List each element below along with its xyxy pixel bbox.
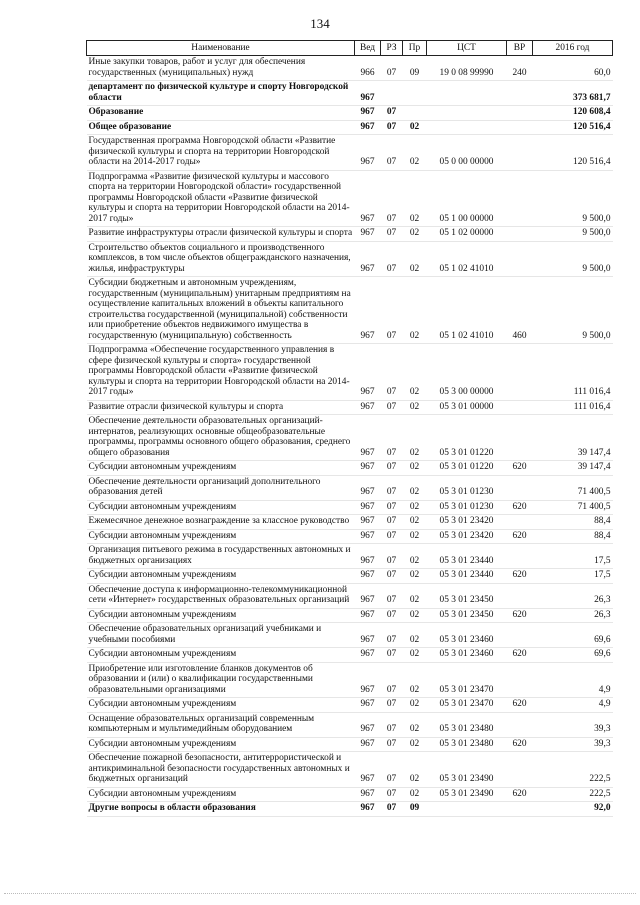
row-name: Субсидии автономным учреждениям xyxy=(87,569,355,584)
row-vr xyxy=(507,475,533,500)
header-cst: ЦСТ xyxy=(427,41,507,56)
row-pr: 02 xyxy=(403,752,427,788)
row-ved: 967 xyxy=(355,227,381,242)
row-name: Субсидии автономным учреждениям xyxy=(87,529,355,544)
row-pr: 02 xyxy=(403,569,427,584)
row-amount: 111 016,4 xyxy=(533,400,613,415)
row-vr xyxy=(507,344,533,401)
row-cst: 05 3 01 23460 xyxy=(427,623,507,648)
row-rz: 07 xyxy=(381,56,403,81)
table-row xyxy=(87,737,613,752)
row-rz: 07 xyxy=(381,662,403,698)
table-row xyxy=(87,241,613,277)
row-ved: 967 xyxy=(355,648,381,663)
row-ved: 967 xyxy=(355,170,381,227)
row-name: Обеспечение пожарной безопасности, антитеррористической и антикриминальной безопасности государственных автономных и бюджетных организаций xyxy=(87,752,355,788)
table-row xyxy=(87,608,613,623)
row-name: Субсидии автономным учреждениям xyxy=(87,698,355,713)
row-amount: 9 500,0 xyxy=(533,277,613,344)
row-pr: 02 xyxy=(403,737,427,752)
row-vr xyxy=(507,400,533,415)
row-ved: 967 xyxy=(355,662,381,698)
row-pr: 02 xyxy=(403,241,427,277)
row-rz: 07 xyxy=(381,227,403,242)
row-ved: 967 xyxy=(355,802,381,817)
row-pr: 09 xyxy=(403,802,427,817)
row-name: Развитие инфраструктуры отрасли физической культуры и спорта xyxy=(87,227,355,242)
row-vr xyxy=(507,712,533,737)
row-amount: 26,3 xyxy=(533,583,613,608)
row-name: Организация питьевого режима в государственных автономных и бюджетных организациях xyxy=(87,544,355,569)
row-name: Обеспечение деятельности организаций дополнительного образования детей xyxy=(87,475,355,500)
row-amount: 373 681,7 xyxy=(533,81,613,106)
header-ved: Вед xyxy=(355,41,381,56)
row-amount: 92,0 xyxy=(533,802,613,817)
row-rz: 07 xyxy=(381,802,403,817)
table-row xyxy=(87,120,613,135)
row-amount: 17,5 xyxy=(533,544,613,569)
table-row xyxy=(87,135,613,171)
table-row xyxy=(87,648,613,663)
row-amount: 9 500,0 xyxy=(533,241,613,277)
row-vr: 620 xyxy=(507,529,533,544)
row-amount: 39,3 xyxy=(533,737,613,752)
row-pr: 02 xyxy=(403,344,427,401)
row-name: Иные закупки товаров, работ и услуг для обеспечения государственных (муниципальных) нужд xyxy=(87,56,355,81)
row-cst: 05 3 01 00000 xyxy=(427,400,507,415)
row-cst: 05 3 01 23440 xyxy=(427,569,507,584)
row-rz: 07 xyxy=(381,120,403,135)
row-ved: 967 xyxy=(355,135,381,171)
row-amount: 69,6 xyxy=(533,623,613,648)
row-amount: 39 147,4 xyxy=(533,415,613,461)
row-name: Строительство объектов социального и производственного комплексов, в том числе объектов общегражданского назначения, жилья, инфраструктуры xyxy=(87,241,355,277)
row-pr: 02 xyxy=(403,415,427,461)
row-pr: 02 xyxy=(403,529,427,544)
row-cst xyxy=(427,106,507,121)
row-vr: 620 xyxy=(507,569,533,584)
row-pr: 02 xyxy=(403,787,427,802)
row-pr: 02 xyxy=(403,544,427,569)
row-pr: 02 xyxy=(403,120,427,135)
row-vr xyxy=(507,135,533,171)
table-row xyxy=(87,712,613,737)
row-ved: 967 xyxy=(355,241,381,277)
row-ved: 967 xyxy=(355,752,381,788)
row-ved: 967 xyxy=(355,81,381,106)
row-amount: 39 147,4 xyxy=(533,461,613,476)
table-row xyxy=(87,344,613,401)
row-name: Оснащение образовательных организаций современным компьютерным и мультимедийным оборудованием xyxy=(87,712,355,737)
row-pr: 02 xyxy=(403,648,427,663)
table-row xyxy=(87,277,613,344)
header-vr: ВР xyxy=(507,41,533,56)
row-rz: 07 xyxy=(381,569,403,584)
row-amount: 39,3 xyxy=(533,712,613,737)
row-cst: 05 3 01 23460 xyxy=(427,648,507,663)
row-ved: 967 xyxy=(355,500,381,515)
row-amount: 69,6 xyxy=(533,648,613,663)
row-ved: 967 xyxy=(355,623,381,648)
row-rz: 07 xyxy=(381,515,403,530)
row-amount: 120 516,4 xyxy=(533,120,613,135)
row-ved: 967 xyxy=(355,787,381,802)
row-pr: 02 xyxy=(403,515,427,530)
row-pr: 02 xyxy=(403,170,427,227)
row-rz: 07 xyxy=(381,648,403,663)
row-cst: 05 3 00 00000 xyxy=(427,344,507,401)
row-pr: 02 xyxy=(403,135,427,171)
row-vr xyxy=(507,81,533,106)
row-rz: 07 xyxy=(381,583,403,608)
row-rz: 07 xyxy=(381,461,403,476)
table-row xyxy=(87,500,613,515)
row-pr: 02 xyxy=(403,608,427,623)
row-vr xyxy=(507,544,533,569)
row-name: Субсидии автономным учреждениям xyxy=(87,500,355,515)
row-amount: 222,5 xyxy=(533,787,613,802)
row-name: Государственная программа Новгородской области «Развитие физической культуры и спорта на территории Новгородской области на 2014-2017 годы» xyxy=(87,135,355,171)
row-vr: 620 xyxy=(507,787,533,802)
row-name: Субсидии автономным учреждениям xyxy=(87,648,355,663)
row-pr xyxy=(403,81,427,106)
table-row xyxy=(87,56,613,81)
table-row xyxy=(87,802,613,817)
row-rz: 07 xyxy=(381,400,403,415)
row-amount: 4,9 xyxy=(533,698,613,713)
table-row xyxy=(87,529,613,544)
row-vr xyxy=(507,662,533,698)
row-amount: 60,0 xyxy=(533,56,613,81)
row-cst: 05 3 01 23480 xyxy=(427,737,507,752)
row-name: Обеспечение доступа к информационно-телекоммуникационной сети «Интернет» государственных образовательных организаций xyxy=(87,583,355,608)
row-amount: 71 400,5 xyxy=(533,475,613,500)
row-vr: 240 xyxy=(507,56,533,81)
row-cst: 05 1 02 00000 xyxy=(427,227,507,242)
row-vr: 620 xyxy=(507,461,533,476)
row-amount: 9 500,0 xyxy=(533,227,613,242)
table-body xyxy=(87,56,613,817)
row-name: Обеспечение образовательных организаций учебниками и учебными пособиями xyxy=(87,623,355,648)
row-ved: 967 xyxy=(355,120,381,135)
page-number: 134 xyxy=(310,16,330,31)
row-name: департамент по физической культуре и спорту Новгородской области xyxy=(87,81,355,106)
row-amount: 71 400,5 xyxy=(533,500,613,515)
row-cst: 05 3 01 01220 xyxy=(427,461,507,476)
header-pr: Пр xyxy=(403,41,427,56)
bottom-dotted-line xyxy=(4,893,636,894)
row-name: Субсидии автономным учреждениям xyxy=(87,737,355,752)
row-name: Другие вопросы в области образования xyxy=(87,802,355,817)
row-rz: 07 xyxy=(381,277,403,344)
row-name: Субсидии автономным учреждениям xyxy=(87,787,355,802)
row-cst: 05 3 01 23420 xyxy=(427,529,507,544)
row-name: Подпрограмма «Обеспечение государственного управления в сфере физической культуры и спорта» государственной программы Новгородской области «Развитие физической культуры и спорта на территории Новгородской области на 2014-2017 годы» xyxy=(87,344,355,401)
row-ved: 967 xyxy=(355,544,381,569)
row-name: Общее образование xyxy=(87,120,355,135)
row-name: Субсидии автономным учреждениям xyxy=(87,608,355,623)
row-pr: 09 xyxy=(403,56,427,81)
row-cst: 05 1 02 41010 xyxy=(427,241,507,277)
row-ved: 967 xyxy=(355,400,381,415)
row-amount: 120 608,4 xyxy=(533,106,613,121)
table-row xyxy=(87,170,613,227)
row-rz: 07 xyxy=(381,698,403,713)
row-vr xyxy=(507,120,533,135)
table-row xyxy=(87,569,613,584)
table-header xyxy=(87,41,613,56)
row-rz: 07 xyxy=(381,544,403,569)
row-cst: 05 3 01 23470 xyxy=(427,662,507,698)
row-amount: 88,4 xyxy=(533,529,613,544)
row-rz: 07 xyxy=(381,135,403,171)
row-cst: 05 0 00 00000 xyxy=(427,135,507,171)
row-pr xyxy=(403,106,427,121)
header-name: Наименование xyxy=(87,41,355,56)
row-cst: 05 3 01 23490 xyxy=(427,787,507,802)
table-row xyxy=(87,583,613,608)
row-vr: 620 xyxy=(507,648,533,663)
row-cst xyxy=(427,81,507,106)
row-name: Ежемесячное денежное вознаграждение за классное руководство xyxy=(87,515,355,530)
row-amount: 120 516,4 xyxy=(533,135,613,171)
row-name: Приобретение или изготовление бланков документов об образовании и (или) о квалификации государственными образовательными организациями xyxy=(87,662,355,698)
row-vr xyxy=(507,415,533,461)
row-name: Подпрограмма «Развитие физической культуры и массового спорта на территории Новгородской области» государственной программы Новгородской области «Развитие физической культуры и спорта на территории Новгородской области на 2014-2017 годы» xyxy=(87,170,355,227)
row-ved: 967 xyxy=(355,461,381,476)
row-vr xyxy=(507,227,533,242)
row-rz: 07 xyxy=(381,712,403,737)
row-pr: 02 xyxy=(403,400,427,415)
row-cst: 05 3 01 01230 xyxy=(427,475,507,500)
row-amount: 26,3 xyxy=(533,608,613,623)
row-cst xyxy=(427,802,507,817)
row-name: Субсидии бюджетным и автономным учреждениям, государственным (муниципальным) унитарным предприятиям на осуществление капитальных вложений в объекты капитального строительства государственной (муниципальной) собственности или приобретение объектов недвижимого имущества в государственную (муниципальную) собственность xyxy=(87,277,355,344)
row-cst: 19 0 08 99990 xyxy=(427,56,507,81)
table-row xyxy=(87,461,613,476)
row-cst: 05 3 01 23450 xyxy=(427,608,507,623)
row-ved: 967 xyxy=(355,475,381,500)
table-row xyxy=(87,81,613,106)
row-rz: 07 xyxy=(381,752,403,788)
table-row xyxy=(87,623,613,648)
row-vr xyxy=(507,623,533,648)
header-amount: 2016 год xyxy=(533,41,613,56)
row-cst: 05 3 01 23420 xyxy=(427,515,507,530)
row-vr xyxy=(507,802,533,817)
row-rz: 07 xyxy=(381,475,403,500)
row-ved: 967 xyxy=(355,583,381,608)
row-cst: 05 1 00 00000 xyxy=(427,170,507,227)
row-cst: 05 3 01 23440 xyxy=(427,544,507,569)
table-row xyxy=(87,400,613,415)
row-cst: 05 3 01 23480 xyxy=(427,712,507,737)
row-cst xyxy=(427,120,507,135)
row-ved: 966 xyxy=(355,56,381,81)
table-row xyxy=(87,515,613,530)
table-row xyxy=(87,698,613,713)
row-vr: 460 xyxy=(507,277,533,344)
row-vr: 620 xyxy=(507,698,533,713)
table-row xyxy=(87,662,613,698)
row-amount: 17,5 xyxy=(533,569,613,584)
table-row xyxy=(87,787,613,802)
row-vr: 620 xyxy=(507,500,533,515)
row-vr: 620 xyxy=(507,608,533,623)
row-vr xyxy=(507,241,533,277)
table-row xyxy=(87,227,613,242)
row-ved: 967 xyxy=(355,737,381,752)
row-ved: 967 xyxy=(355,515,381,530)
row-vr xyxy=(507,515,533,530)
row-amount: 88,4 xyxy=(533,515,613,530)
row-ved: 967 xyxy=(355,529,381,544)
row-cst: 05 3 01 23470 xyxy=(427,698,507,713)
row-rz: 07 xyxy=(381,241,403,277)
row-pr: 02 xyxy=(403,583,427,608)
table-row xyxy=(87,106,613,121)
row-ved: 967 xyxy=(355,106,381,121)
row-vr: 620 xyxy=(507,737,533,752)
row-ved: 967 xyxy=(355,569,381,584)
row-pr: 02 xyxy=(403,623,427,648)
row-rz: 07 xyxy=(381,623,403,648)
row-cst: 05 3 01 01220 xyxy=(427,415,507,461)
row-rz: 07 xyxy=(381,608,403,623)
row-vr xyxy=(507,106,533,121)
row-pr: 02 xyxy=(403,227,427,242)
row-rz: 07 xyxy=(381,737,403,752)
row-cst: 05 3 01 23490 xyxy=(427,752,507,788)
row-cst: 05 1 02 41010 xyxy=(427,277,507,344)
row-cst: 05 3 01 23450 xyxy=(427,583,507,608)
row-rz xyxy=(381,81,403,106)
row-ved: 967 xyxy=(355,415,381,461)
row-amount: 9 500,0 xyxy=(533,170,613,227)
row-ved: 967 xyxy=(355,277,381,344)
budget-table xyxy=(86,40,613,817)
row-vr xyxy=(507,752,533,788)
header-rz: РЗ xyxy=(381,41,403,56)
row-pr: 02 xyxy=(403,662,427,698)
row-amount: 111 016,4 xyxy=(533,344,613,401)
row-ved: 967 xyxy=(355,712,381,737)
row-pr: 02 xyxy=(403,712,427,737)
row-pr: 02 xyxy=(403,698,427,713)
row-ved: 967 xyxy=(355,344,381,401)
table-row xyxy=(87,544,613,569)
row-ved: 967 xyxy=(355,608,381,623)
table-row xyxy=(87,752,613,788)
row-pr: 02 xyxy=(403,475,427,500)
row-amount: 222,5 xyxy=(533,752,613,788)
row-pr: 02 xyxy=(403,500,427,515)
row-amount: 4,9 xyxy=(533,662,613,698)
row-ved: 967 xyxy=(355,698,381,713)
row-name: Образование xyxy=(87,106,355,121)
row-rz: 07 xyxy=(381,170,403,227)
row-cst: 05 3 01 01230 xyxy=(427,500,507,515)
row-pr: 02 xyxy=(403,461,427,476)
row-rz: 07 xyxy=(381,500,403,515)
row-rz: 07 xyxy=(381,106,403,121)
row-name: Субсидии автономным учреждениям xyxy=(87,461,355,476)
row-rz: 07 xyxy=(381,344,403,401)
row-rz: 07 xyxy=(381,529,403,544)
row-pr: 02 xyxy=(403,277,427,344)
row-vr xyxy=(507,583,533,608)
row-rz: 07 xyxy=(381,787,403,802)
table-row xyxy=(87,415,613,461)
row-name: Обеспечение деятельности образовательных организаций-интернатов, реализующих основные общеобразовательные программы, программы основного общего образования, среднего общего образования xyxy=(87,415,355,461)
row-vr xyxy=(507,170,533,227)
table-row xyxy=(87,475,613,500)
row-name: Развитие отрасли физической культуры и спорта xyxy=(87,400,355,415)
row-rz: 07 xyxy=(381,415,403,461)
